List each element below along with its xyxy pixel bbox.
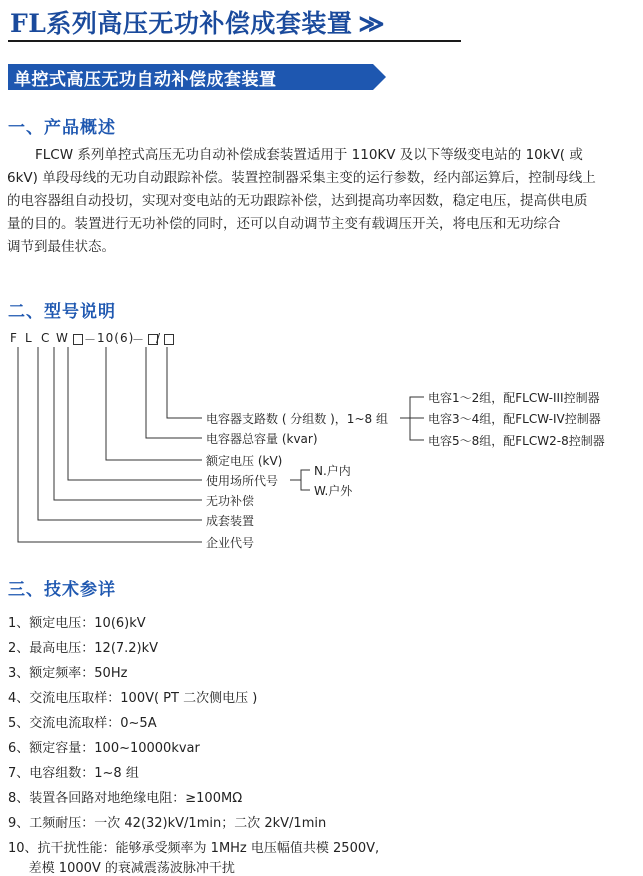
location-option-outdoor: W.户外 bbox=[314, 484, 353, 498]
controller-option: 电容1～2组，配FLCW-III控制器 bbox=[428, 391, 600, 405]
overview-line: 的电容器组自动投切，实现对变电站的无功跟踪补偿，达到提高功率因数，稳定电压，提高供电质 bbox=[7, 193, 588, 209]
label-branch-count: 电容器支路数 ( 分组数 )，1~8 组 bbox=[206, 412, 388, 426]
spec-item: 3、额定频率：50Hz bbox=[8, 666, 128, 681]
label-reactive-compensation: 无功补偿 bbox=[206, 494, 255, 508]
code-letter-c: C bbox=[41, 331, 51, 345]
spec-item: 5、交流电流取样：0~5A bbox=[8, 716, 157, 731]
overview-line: 量的目的。装置进行无功补偿的同时，还可以自动调节主变有载调压开关，将电压和无功综合 bbox=[7, 216, 561, 232]
code-letter-w: W bbox=[56, 331, 69, 345]
overview-line: FLCW 系列单控式高压无功自动补偿成套装置适用于 110KV 及以下等级变电站的 10kV( 或 bbox=[35, 147, 583, 163]
location-option-indoor: N.户内 bbox=[314, 464, 351, 478]
section-heading-model: 二、型号说明 bbox=[8, 302, 116, 322]
page-title-text: FL系列高压无功补偿成套装置 bbox=[10, 9, 353, 38]
label-complete-set: 成套装置 bbox=[206, 514, 255, 528]
code-dash: － bbox=[132, 333, 146, 347]
double-chevron-right-icon: ≫ bbox=[358, 9, 386, 38]
page-title bbox=[10, 4, 385, 40]
spec-item: 1、额定电压：10(6)kV bbox=[8, 616, 146, 631]
spec-item: 4、交流电压取样：100V( PT 二次侧电压 ) bbox=[8, 691, 258, 706]
overview-paragraph bbox=[7, 144, 637, 259]
overview-line: 6kV) 单段母线的无功自动跟踪补偿。装置控制器采集主变的运行参数，经内部运算后，控制母线上 bbox=[7, 170, 596, 186]
controller-option: 电容3～4组，配FLCW-IV控制器 bbox=[428, 412, 601, 426]
spec-item: 7、电容组数：1~8 组 bbox=[8, 766, 139, 781]
section-heading-overview: 一、产品概述 bbox=[8, 118, 116, 138]
code-placeholder-box bbox=[73, 334, 83, 345]
spec-item: 10、抗干扰性能：能够承受频率为 1MHz 电压幅值共模 2500V, bbox=[8, 841, 380, 856]
label-location-code: 使用场所代号 bbox=[206, 474, 279, 488]
label-company-code: 企业代号 bbox=[206, 536, 255, 550]
code-rated-voltage: 10(6) bbox=[97, 331, 135, 345]
code-placeholder-box bbox=[164, 334, 174, 345]
label-rated-voltage: 额定电压 (kV) bbox=[206, 454, 283, 468]
spec-item: 8、装置各回路对地绝缘电阻：≥100MΩ bbox=[8, 791, 243, 806]
controller-option: 电容5～8组，配FLCW2-8控制器 bbox=[428, 434, 605, 448]
spec-item: 6、额定容量：100~10000kvar bbox=[8, 741, 200, 756]
code-slash: / bbox=[156, 331, 162, 345]
code-letter-f: F bbox=[10, 331, 18, 345]
product-banner-title: 单控式高压无功自动补偿成套装置 bbox=[14, 70, 277, 90]
banner-arrow-icon bbox=[373, 64, 387, 90]
overview-line: 调节到最佳状态。 bbox=[7, 239, 115, 255]
code-letter-l: L bbox=[25, 331, 33, 345]
label-total-capacity: 电容器总容量 (kvar) bbox=[206, 432, 318, 446]
spec-item: 9、工频耐压：一次 42(32)kV/1min；二次 2kV/1min bbox=[8, 816, 327, 831]
section-heading-tech-specs: 三、技术参详 bbox=[8, 580, 116, 600]
code-dash: － bbox=[84, 333, 98, 347]
title-underline bbox=[8, 40, 461, 42]
spec-item: 差模 1000V 的衰减震荡波脉冲干扰 bbox=[8, 861, 235, 876]
spec-item: 2、最高电压：12(7.2)kV bbox=[8, 641, 159, 656]
